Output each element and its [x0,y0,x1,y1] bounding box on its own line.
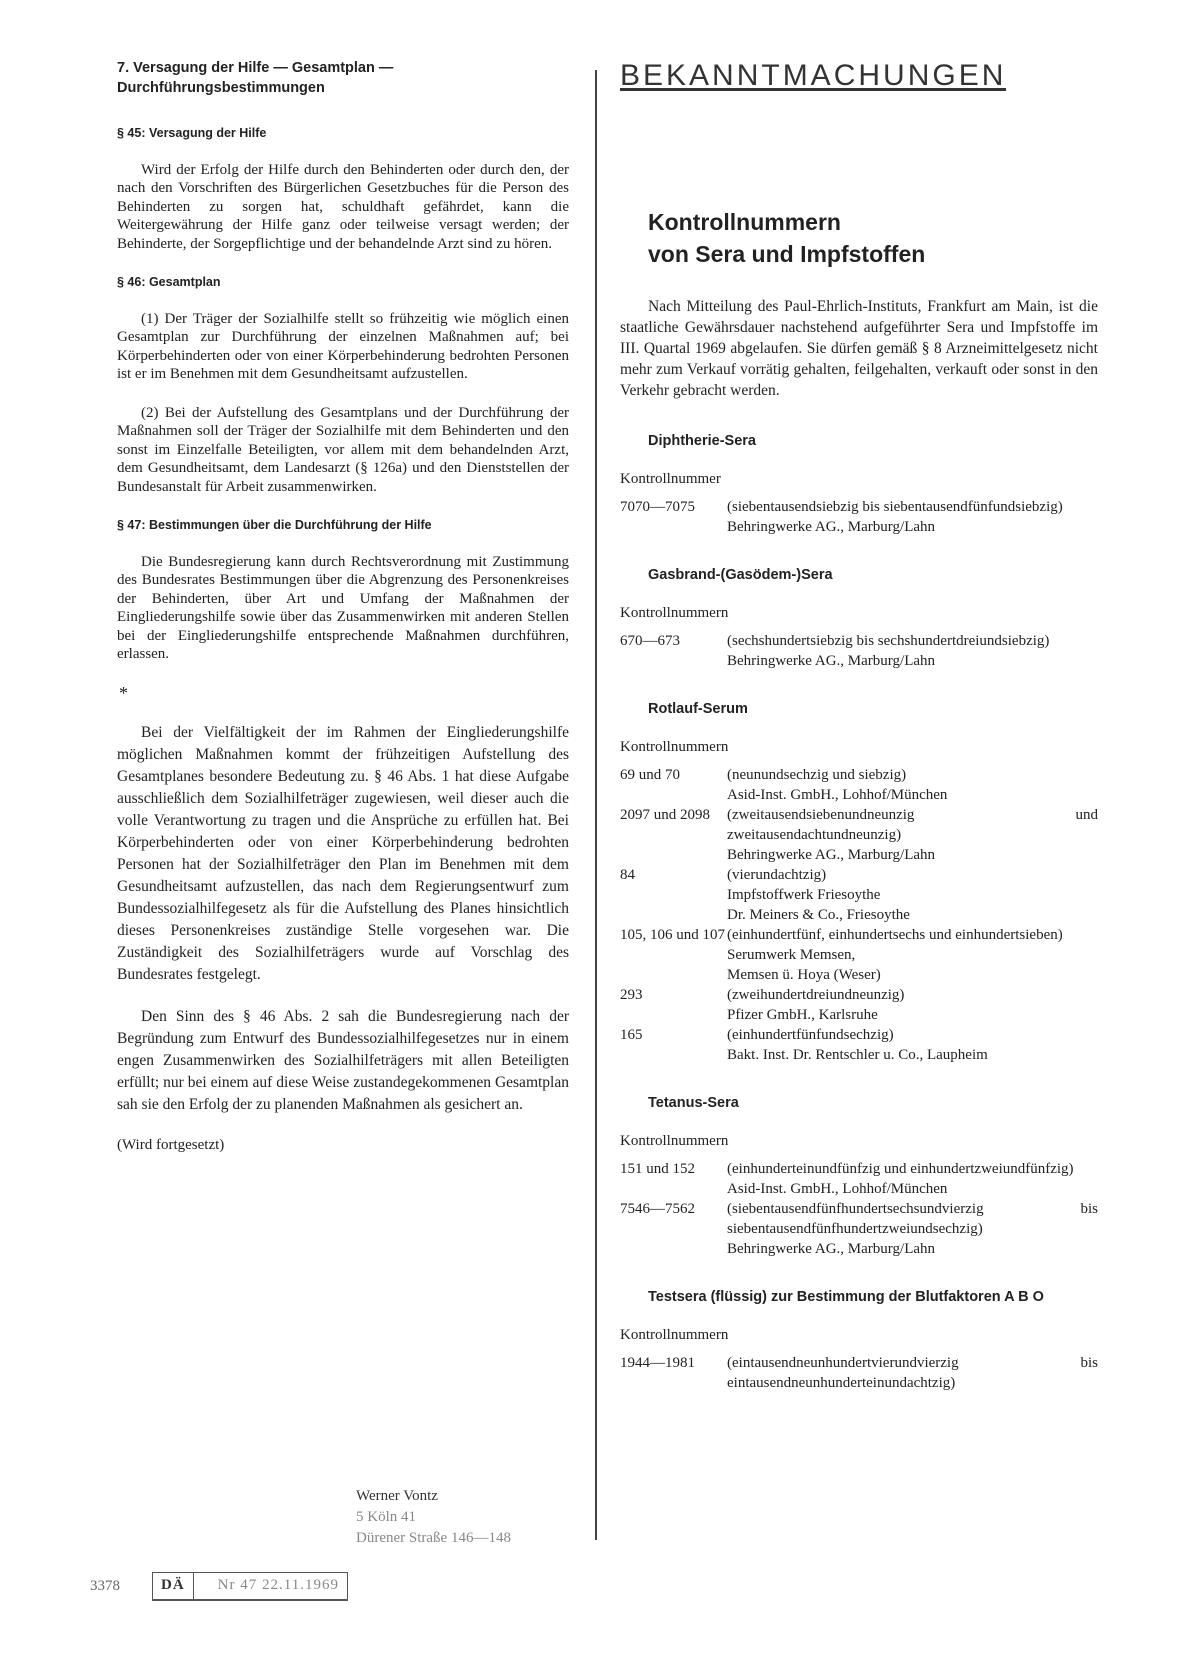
control-number: 670—673 [620,633,680,649]
comment-paragraph-1: Bei der Vielfältigkeit der im Rahmen der Eingliederungshilfe möglichen Maßnahmen kommt der frühzeitigen Aufstellung des Gesamtplanes besondere Bedeutung zu. § 46 Abs. 1 hat diese Aufgabe ausschließlich dem Sozialhilfeträger zugewiesen, weil dieser auch die volle Verantwortung zu tragen und die Ansprüche zu erfüllen hat. Bei Körperbehinderten oder von einer Körperbehinderung bedrohten Personen hat der Sozialhilfeträger den Plan im Benehmen mit dem Gesundheitsamt aufzustellen, das nach dem Regierungsentwurf zum Bundessozialhilfegesetz als für die Aufstellung des Planes hinsichtlich dieses Personenkreises zuständige Stelle vorgesehen war. Die Zuständigkeit des Sozialhilfeträgers wurde auf Vorschlag des Bundesrates festgelegt. [117,724,569,983]
sera-groups [620,431,1098,1393]
article-title-line1: Kontrollnummern [648,209,841,235]
control-number-label: Kontrollnummer [620,471,721,487]
control-number-entry [620,1159,1098,1199]
group-title: Testsera (flüssig) zur Bestimmung der Blutfaktoren A B O [648,1289,1044,1305]
sera-group [620,699,1098,1065]
control-number-label: Kontrollnummern [620,739,729,755]
control-number-entry [620,985,1098,1025]
control-number-entry [620,1353,1098,1393]
number-in-words: (sechshundertsiebzig bis sechshundertdreiundsiebzig) [727,633,1050,649]
number-in-words: (einhundertfünf, einhundertsechs und einhundertsieben) [727,927,1063,943]
number-in-words: (zweitausendsiebenundneunzig und zweitausendachtundneunzig) [727,807,1098,843]
number-in-words: (eintausendneunhundertvierundvierzig bis eintausendneunhunderteinundachtzig) [727,1355,1098,1391]
control-number: 165 [620,1027,643,1043]
journal-box [152,1572,194,1601]
article-intro: Nach Mitteilung des Paul-Ehrlich-Instituts, Frankfurt am Main, ist die staatliche Gewährsdauer nachstehend aufgeführter Sera und Impfstoffe im III. Quartal 1969 abgelaufen. Sie dürfen gemäß § 8 Arzneimittelgesetz nicht mehr zum Verkauf vorrätig gehalten, feilgehalten, verkauft oder sonst in den Verkehr gebracht werden. [620,298,1098,399]
section-heading [117,58,569,98]
entry-description [727,1159,1098,1199]
number-in-words: (siebentausendsiebzig bis siebentausendfünfundsiebzig) [727,499,1063,515]
control-number: 2097 und 2098 [620,807,710,823]
page-footer [90,1572,348,1600]
sera-group [620,1093,1098,1259]
control-number-entry [620,1199,1098,1259]
manufacturer: Bakt. Inst. Dr. Rentschler u. Co., Laupheim [727,1047,988,1063]
manufacturer: Asid-Inst. GmbH., Lohhof/München [727,787,948,803]
column-divider [595,70,597,1540]
group-title: Diphtherie-Sera [648,433,756,449]
control-number-entry [620,805,1098,865]
control-number-entry [620,631,1098,671]
control-number-entry [620,1025,1098,1065]
control-number: 293 [620,987,643,1003]
group-title: Gasbrand-(Gasödem-)Sera [648,567,833,583]
entry-description [727,925,1098,985]
control-number: 7546—7562 [620,1201,695,1217]
author-name: Werner Vontz [356,1488,438,1504]
control-number-label: Kontrollnummern [620,1133,729,1149]
number-in-words: (neunundsechzig und siebzig) [727,767,907,783]
comment-paragraph-2: Den Sinn des § 46 Abs. 2 sah die Bundesregierung nach der Begründung zum Entwurf des Bundessozialhilfegesetzes nur in einem engen Zusammenwirken des Sozialhilfeträgers mit allen Beteiligten erfüllt; nur bei einem auf diese Weise zustandegekommenen Gesamtplan sah sie den Erfolg der zu planenden Maßnahmen als gesichert an. [117,1008,569,1113]
control-number: 1944—1981 [620,1355,695,1371]
article-title-line2: von Sera und Impfstoffen [648,241,926,267]
entry-description [727,805,1098,865]
journal-abbrev: DÄ [161,1577,185,1593]
manufacturer: Impfstoffwerk Friesoythe [727,887,881,903]
control-number: 151 und 152 [620,1161,695,1177]
s46-paragraph-1: (1) Der Träger der Sozialhilfe stellt so frühzeitig wie möglich einen Gesamtplan zur Durchführung der einzelnen Maßnahmen auf; bei Körperbehinderten oder von einer Körperbehinderung bedrohten Personen ist er im Benehmen mit dem Gesundheitsamt aufzustellen. [117,310,569,382]
number-in-words: (siebentausendfünfhundertsechsundvierzig bis siebentausendfünfhundertzweiundsechzig) [727,1201,1098,1237]
section-banner: BEKANNTMACHUNGEN [620,59,1007,92]
manufacturer: Pfizer GmbH., Karlsruhe [727,1007,878,1023]
control-number-label: Kontrollnummern [620,1327,729,1343]
control-number-entry [620,765,1098,805]
number-in-words: (zweihundertdreiundneunzig) [727,987,905,1003]
control-number: 84 [620,867,635,883]
control-number: 7070—7075 [620,499,695,515]
entry-description [727,865,1098,925]
separator-star: * [119,682,128,703]
s45-title: § 45: Versagung der Hilfe [117,126,267,140]
number-in-words: (einhunderteinundfünfzig und einhundertzweiundfünfzig) [727,1161,1074,1177]
entry-description [727,497,1098,537]
entry-description [727,985,1098,1025]
number-in-words: (einhundertfünfundsechzig) [727,1027,894,1043]
group-title: Rotlauf-Serum [648,701,748,717]
section-heading-line2: Durchführungsbestimmungen [117,80,325,96]
continued-note: (Wird fortgesetzt) [117,1137,225,1153]
sera-group [620,431,1098,537]
left-column [117,58,569,1155]
manufacturer: Behringwerke AG., Marburg/Lahn [727,653,936,669]
s45-text: Wird der Erfolg der Hilfe durch den Behinderten oder durch den, der nach den Vorschriften des Bürgerlichen Gesetzbuches für die Person des Behinderten zu sorgen hat, schuldhaft gefährdet, kann die Weitergewährung der Hilfe ganz oder teilweise versagt werden; der Behinderte, der Sorgepflichtige und der behandelnde Arzt sind zu hören. [117,161,569,252]
manufacturer: Asid-Inst. GmbH., Lohhof/München [727,1181,948,1197]
entry-description [727,765,1098,805]
author-street: Dürener Straße 146—148 [356,1530,511,1546]
right-column [620,58,1098,1421]
section-heading-line1: 7. Versagung der Hilfe — Gesamtplan — [117,60,394,76]
manufacturer: Behringwerke AG., Marburg/Lahn [727,847,936,863]
manufacturer: Behringwerke AG., Marburg/Lahn [727,1241,936,1257]
page-number: 3378 [90,1577,120,1594]
manufacturer: Behringwerke AG., Marburg/Lahn [727,519,936,535]
sera-group [620,1287,1098,1393]
s47-text: Die Bundesregierung kann durch Rechtsverordnung mit Zustimmung des Bundesrates Bestimmungen über die Abgrenzung des Personenkreises der Behinderten, über Art und Umfang der Maßnahmen der Eingliederungshilfe sowie über das Zusammenwirken mit anderen Stellen bei der Eingliederungshilfe entsprechende Maßnahmen durchführen, erlassen. [117,553,569,662]
article-title [648,206,1098,270]
issue-box [194,1572,348,1601]
manufacturer: Serumwerk Memsen, [727,947,856,963]
control-number-entry [620,497,1098,537]
control-number-entry [620,925,1098,985]
control-number: 69 und 70 [620,767,680,783]
manufacturer: Dr. Meiners & Co., Friesoythe [727,907,910,923]
manufacturer: Memsen ü. Hoya (Weser) [727,967,881,983]
control-number-label: Kontrollnummern [620,605,729,621]
control-number-entry [620,865,1098,925]
entry-description [727,1025,1098,1065]
issue-info: Nr 47 22.11.1969 [217,1577,339,1593]
entry-description [727,1353,1098,1393]
s46-title: § 46: Gesamtplan [117,275,221,289]
number-in-words: (vierundachtzig) [727,867,827,883]
sera-group [620,565,1098,671]
s46-paragraph-2: (2) Bei der Aufstellung des Gesamtplans und der Durchführung der Maßnahmen soll der Träger der Sozialhilfe mit dem Behinderten und den sonst im Einzelfalle Beteiligten, vor allem mit dem behandelnden Arzt, dem Gesundheitsamt, dem Landesarzt (§ 126a) und den Dienststellen der Bundesanstalt für Arbeit zusammenwirken. [117,404,569,495]
group-title: Tetanus-Sera [648,1095,739,1111]
entry-description [727,1199,1098,1259]
author-city: 5 Köln 41 [356,1509,416,1525]
control-number: 105, 106 und 107 [620,927,725,943]
s47-title: § 47: Bestimmungen über die Durchführung der Hilfe [117,518,432,532]
author-address [356,1486,511,1549]
entry-description [727,631,1098,671]
